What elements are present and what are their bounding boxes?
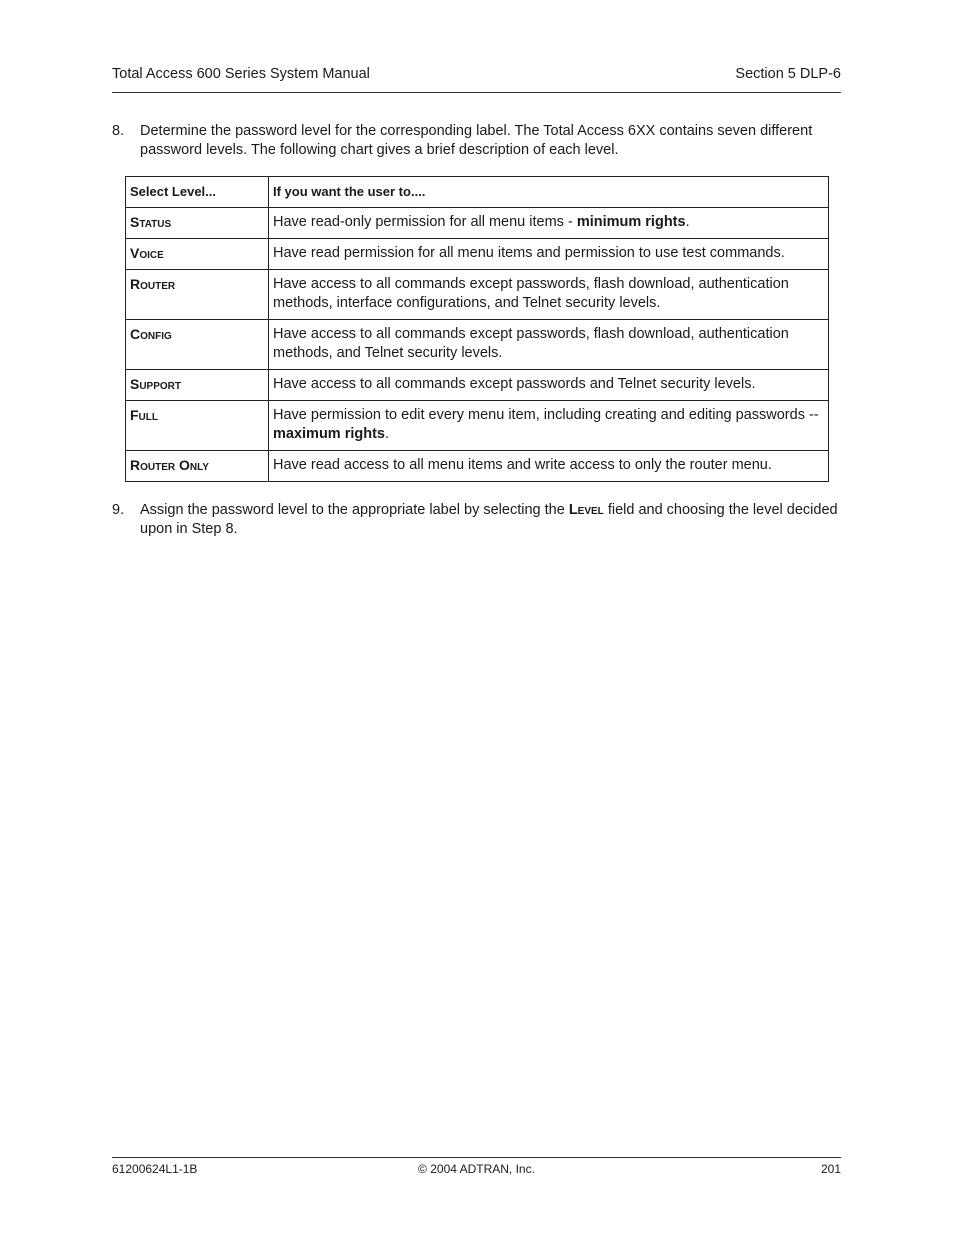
level-description: Have read permission for all menu items and permission to use test commands. [269,239,829,270]
manual-title: Total Access 600 Series System Manual [112,66,370,82]
table-row [126,451,829,482]
section-label: Section 5 DLP-6 [735,66,841,82]
copyright: © 2004 ADTRAN, Inc. [418,1162,535,1176]
level-name: Voice [126,239,269,270]
step-number: 8. [112,123,125,139]
table-row [126,401,829,451]
level-name: Full [126,401,269,451]
table-row [126,370,829,401]
document-number: 61200624L1-1B [112,1162,198,1176]
level-name: Support [126,370,269,401]
step-8 [112,122,841,160]
table-row [126,320,829,370]
password-level-table [125,176,829,482]
step-number: 9. [112,502,125,518]
level-name: Status [126,208,269,239]
step-text: Determine the password level for the corresponding label. The Total Access 6XX contains seven different password levels. The following chart gives a brief description of each level. [140,123,813,158]
table-row [126,239,829,270]
level-description: Have read access to all menu items and write access to only the router menu. [269,451,829,482]
level-field-reference: Level [568,502,604,518]
step-text: Assign the password level to the appropriate label by selecting the Level field and choosing the level decided upon in Step 8. [140,502,838,537]
level-name: Router Only [126,451,269,482]
level-description: Have access to all commands except passwords, flash download, authentication methods, interface configurations, and Telnet security levels. [269,270,829,320]
table-header-row [126,177,829,208]
column-header-user-action: If you want the user to.... [269,177,829,208]
page-number: 201 [820,1162,841,1176]
level-description: Have permission to edit every menu item, including creating and editing passwords -- maximum rights. [269,401,829,451]
level-description: Have access to all commands except passwords, flash download, authentication methods, and Telnet security levels. [269,320,829,370]
level-name: Router [126,270,269,320]
page-header [112,66,841,93]
step-9 [112,501,841,539]
level-description: Have read-only permission for all menu items - minimum rights. [269,208,829,239]
table-row [126,270,829,320]
emphasis: minimum rights [576,214,686,230]
level-name: Config [126,320,269,370]
level-description: Have access to all commands except passwords and Telnet security levels. [269,370,829,401]
column-header-select-level: Select Level... [126,177,269,208]
emphasis: maximum rights [273,426,385,442]
table-row [126,208,829,239]
page-footer [112,1157,841,1178]
